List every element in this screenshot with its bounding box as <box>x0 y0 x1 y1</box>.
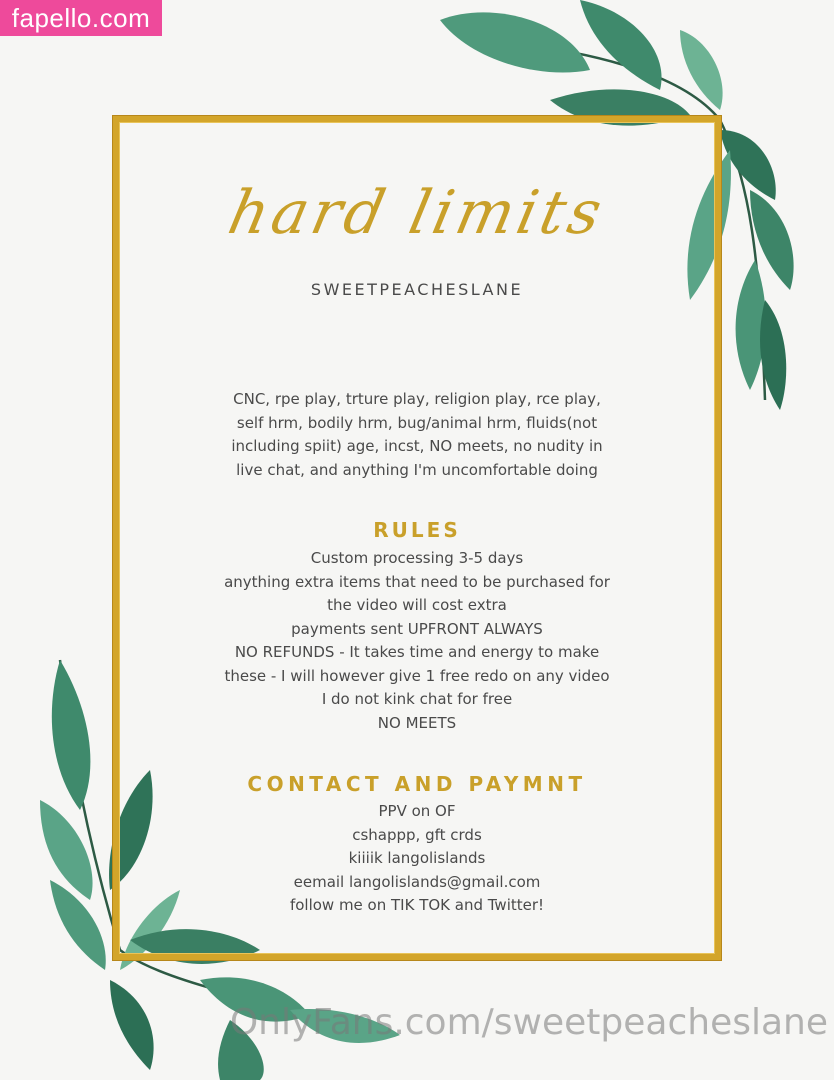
limits-line: including spiit) age, incst, NO meets, no nudity in <box>231 437 603 455</box>
contact-line: cshappp, gft crds <box>352 825 482 844</box>
rules-list <box>113 547 721 735</box>
limits-line: CNC, rpe play, trture play, religion play, rce play, <box>233 390 601 408</box>
contact-heading: CONTACT AND PAYMNT <box>247 772 587 796</box>
contact-line: eemail langolislands@gmail.com <box>293 872 541 891</box>
rules-line: Custom processing 3-5 days <box>310 549 524 567</box>
rules-line: anything extra items that need to be purchased for <box>224 572 610 591</box>
limits-text <box>113 388 721 482</box>
page-title: hard limits <box>222 178 612 248</box>
watermark: OnlyFans.com/sweetpeacheslane <box>229 1002 828 1043</box>
site-badge: fapello.com <box>0 0 162 36</box>
contact-line: kiiiik langolislands <box>348 849 486 867</box>
rules-line: the video will cost extra <box>327 596 507 614</box>
rules-heading: RULES <box>373 518 461 542</box>
rules-line: payments sent UPFRONT ALWAYS <box>291 619 543 638</box>
contact-line: follow me on TIK TOK and Twitter! <box>289 896 545 914</box>
rules-line: these - I will however give 1 free redo on any video <box>224 666 610 685</box>
rules-line: I do not kink chat for free <box>321 690 513 708</box>
rules-line: NO MEETS <box>377 713 457 732</box>
page-subtitle: SWEETPEACHESLANE <box>310 280 524 299</box>
rules-line: NO REFUNDS - It takes time and energy to make <box>234 643 600 661</box>
limits-line: live chat, and anything I'm uncomfortable doing <box>236 460 598 479</box>
contact-list <box>113 800 721 918</box>
contact-line: PPV on OF <box>378 802 456 820</box>
limits-line: self hrm, bodily hrm, bug/animal hrm, fluids(not <box>236 413 598 432</box>
